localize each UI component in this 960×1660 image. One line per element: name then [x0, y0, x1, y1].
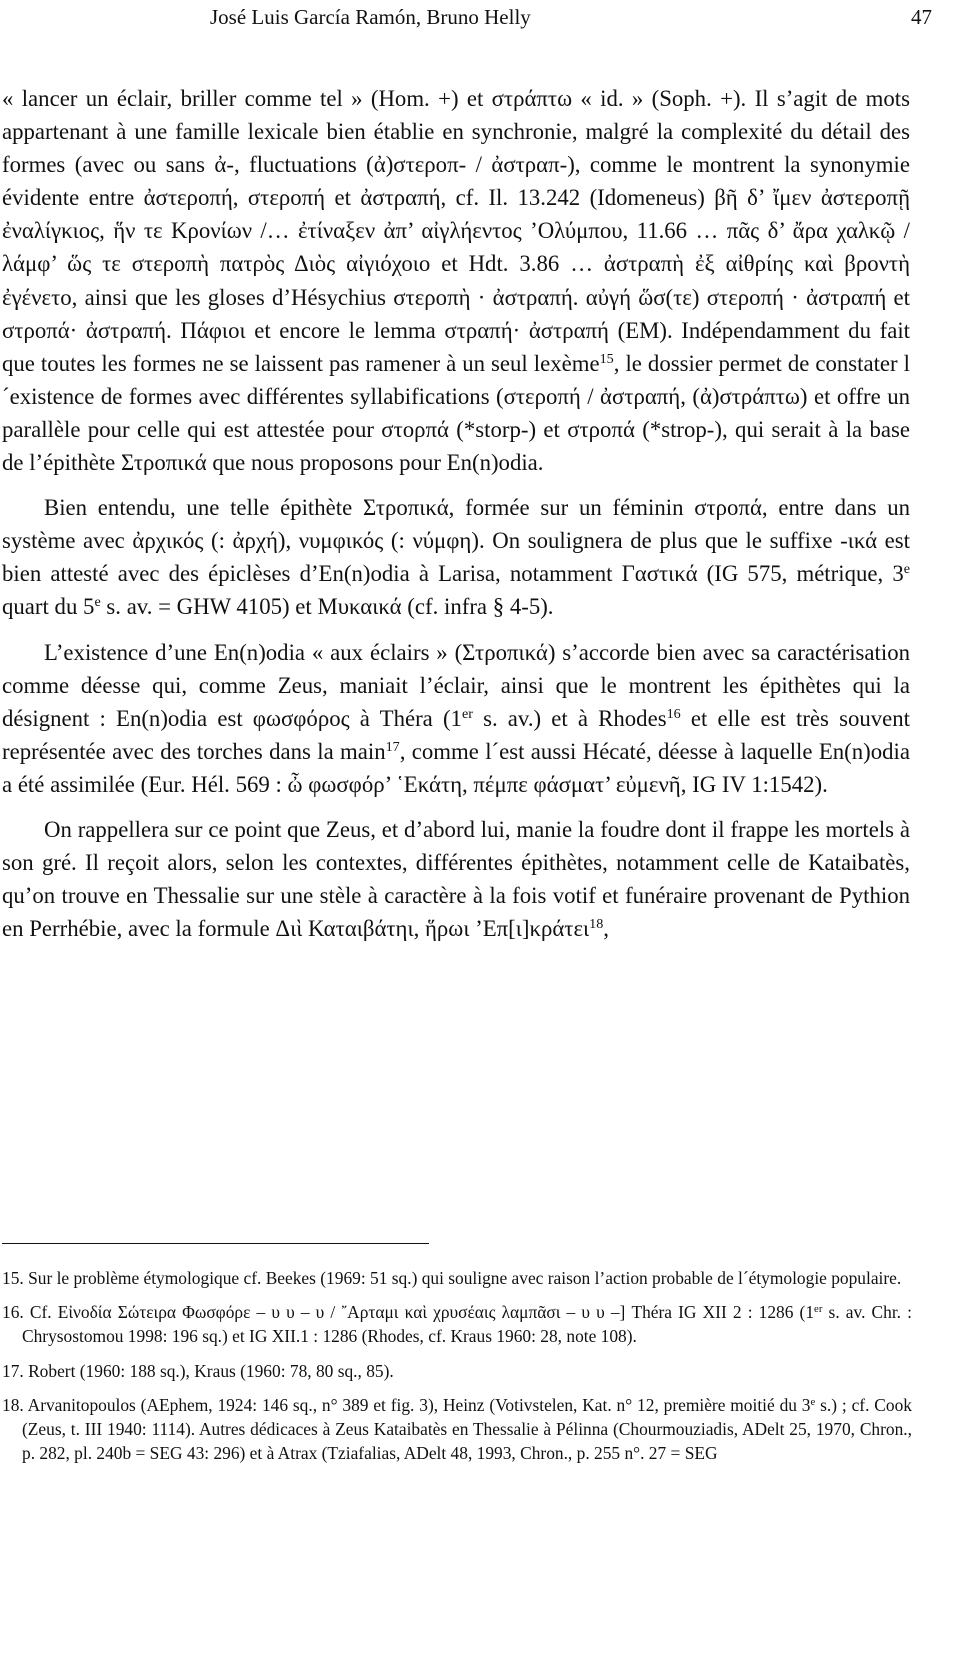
text-run: , comme l´est aussi Hécaté, déesse à laquelle En(n)odia a été assimilée (Eur. Hél. 569 : ὦ φωσφόρ’ ῾Εκάτη, πέμπε φάσματ’ εὐμενῆ, IG IV 1:1542). — [2, 738, 910, 797]
body-paragraph — [2, 491, 910, 623]
footnote — [2, 1266, 912, 1290]
text-run: 16. Cf. Εἰνοδία Σώτειρα Φωσφόρε – υ υ – υ / ῎Αρταμι καὶ χρυσέαις λαμπᾶσι – υ υ –] Théra IG XII 2 : 1286 (1 — [2, 1302, 815, 1323]
running-header-authors: José Luis García Ramón, Bruno Helly — [210, 5, 531, 29]
text-run: quart du 5 — [2, 594, 95, 620]
running-header — [0, 2, 960, 38]
text-run: s. av.) et à Rhodes — [472, 705, 667, 731]
text-run: 17. Robert (1960: 188 sq.), Kraus (1960: 78, 80 sq., 85). — [2, 1360, 394, 1381]
body-paragraph — [2, 813, 910, 945]
text-run: s.) ; cf. Cook (Zeus, t. III 1940: 1114). Autres dédicaces à Zeus Kataibatès en Thessalie à Pélinna (Chourmouziadis, ADelt 25, 1970, Chron., p. 282, pl. 240b = SEG 43: 296) et à Atrax (Tziafalias, ADelt 48, 1993, Chron., p. 255 n°. 27 = SEG — [22, 1394, 912, 1464]
footnote — [2, 1359, 912, 1383]
superscript: e — [94, 594, 101, 611]
text-run: Bien entendu, une telle épithète Στροπικά, formée sur un féminin στροπά, entre dans un système avec ἀρχικός (: ἀρχή), νυμφικός (: νύμφη). On soulignera de plus que le suffixe -ικά est bien attesté avec des épiclèses d’En(n)odia à Larisa, notamment Γαστικά (IG 575, métrique, 3 — [2, 495, 910, 587]
body-paragraph — [2, 82, 910, 479]
footnotes — [2, 1266, 912, 1475]
superscript: e — [810, 1395, 816, 1408]
footnote-separator — [2, 1243, 429, 1244]
superscript: er — [814, 1303, 823, 1316]
body-text — [2, 82, 910, 945]
superscript: 16 — [666, 705, 681, 722]
superscript: 17 — [385, 739, 400, 756]
text-run: s. av. = GHW 4105) et Μυκαικά (cf. infra § 4-5). — [100, 594, 554, 620]
footnote — [2, 1300, 912, 1348]
text-run: s. av. Chr. : Chrysostomou 1998: 196 sq.) et IG XII.1 : 1286 (Rhodes, cf. Kraus 1960: 28, note 108). — [22, 1302, 912, 1347]
text-run: , — [603, 916, 609, 942]
text-run: « lancer un éclair, briller comme tel » (Hom. +) et στράπτω « id. » (Soph. +). Il s’agit de mots appartenant à une famille lexicale bien établie en synchronie, malgré la complexité du détail des formes (avec ou sans ἀ-, fluctuations (ἀ)στεροπ- / ἀστραπ-), comme le montrent la synonymie évidente entre ἀστεροπή, στεροπή et ἀστραπή, cf. Il. 13.242 (Idomeneus) βῆ δ’ ἴμεν ἀστεροπῇ ἐναλίγκιος, ἥν τε Κρονίων /… ἐτίναξεν ἀπ’ αἰγλήεντος ’Ολύμπου, 11.66 … πᾶς δ’ ἄρα χαλκῷ / λάμφ’ ὥς τε στεροπὴ πατρὸς Διὸς αἰγιόχοιο et Hdt. 3.86 … ἀστραπὴ ἐξ αἰθρίης καὶ βροντὴ ἐγένετο, ainsi que les gloses d’Hésychius στεροπὴ · ἀστραπή. αὐγή ὥσ(τε) στεροπή · ἀστραπή et στροπά· ἀστραπή. Πάφιοι et encore le lemma στραπή· ἀστραπή (EM). Indépendamment du fait que toutes les formes ne se laissent pas ramener à un seul lexème — [2, 86, 910, 376]
page-number: 47 — [911, 5, 932, 29]
superscript: e — [903, 561, 910, 578]
superscript: 18 — [589, 916, 604, 933]
footnote — [2, 1393, 912, 1466]
superscript: er — [461, 705, 473, 722]
superscript: 15 — [599, 350, 614, 367]
text-run: et elle est très souvent représentée avec des torches dans la main — [2, 705, 911, 764]
text-run: L’existence d’une En(n)odia « aux éclairs » (Στροπικά) s’accorde bien avec sa caractérisation comme déesse qui, comme Zeus, maniait l’éclair, ainsi que le montrent les épithètes qui la désignent : En(n)odia est φωσφόρος à Théra (1 — [2, 639, 910, 731]
text-run: On rappellera sur ce point que Zeus, et d’abord lui, manie la foudre dont il frappe les mortels à son gré. Il reçoit alors, selon les contextes, différentes épithètes, notamment celle de Kataibatès, qu’on trouve en Thessalie sur une stèle à caractère à la fois votif et funéraire provenant de Pythion en Perrhébie, avec la formule Διὶ Καταιβάτηι, ἥρωι ’Επ[ι]κράτει — [2, 816, 910, 942]
text-run: , le dossier permet de constater l´existence de formes avec différentes syllabifications (στεροπή / ἀστραπή, (ἀ)στράπτω) et offre un parallèle pour celle qui est attestée pour στορπά (*storp-) et στροπά (*strop-), qui serait à la base de l’épithète Στροπικά que nous proposons pour En(n)odia. — [2, 350, 910, 476]
text-run: 18. Arvanitopoulos (AEphem, 1924: 146 sq., n° 389 et fig. 3), Heinz (Votivstelen, Kat. n° 12, première moitié du 3 — [2, 1394, 811, 1415]
body-paragraph — [2, 636, 910, 801]
text-run: 15. Sur le problème étymologique cf. Beekes (1969: 51 sq.) qui souligne avec raison l’action probable de l´étymologie populaire. — [2, 1268, 902, 1288]
